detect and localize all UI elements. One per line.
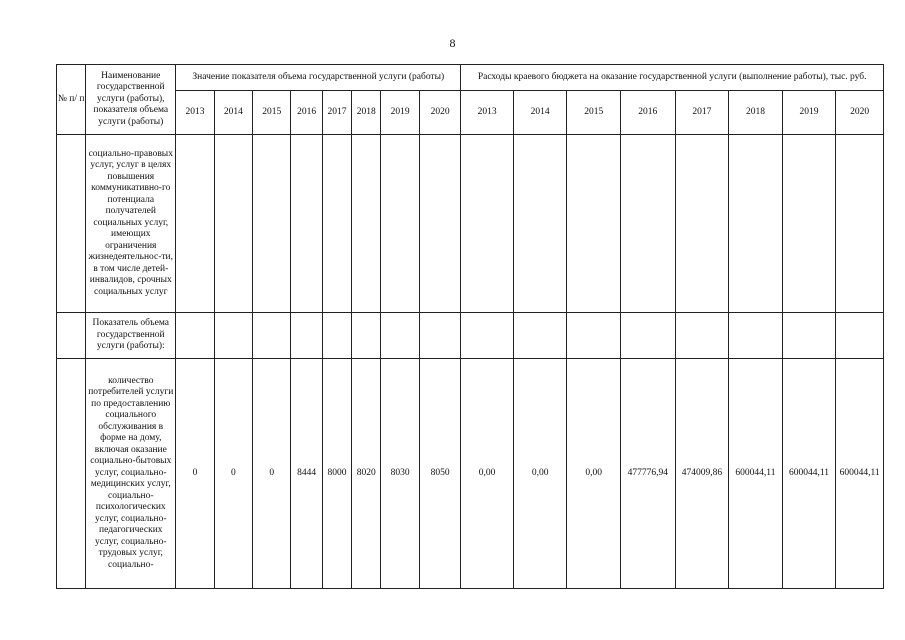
- row-name: социально-правовых услуг, услуг в целях повышения коммуникативно-го потенциала получателей социальных услуг, имеющих ограничения жизнедеятельнос-ти, в том числе детей-инвалидов, срочных социальных услуг: [86, 135, 176, 313]
- budget-cell: 477776,94: [621, 359, 676, 589]
- volume-cell: [214, 135, 252, 313]
- volume-cell: [253, 313, 291, 359]
- volume-cell: 0: [176, 359, 214, 589]
- budget-cell: 474009,86: [675, 359, 729, 589]
- header-volume-year: 2017: [322, 91, 351, 135]
- budget-cell: [621, 135, 676, 313]
- volume-cell: [291, 135, 322, 313]
- header-budget-group: Расходы краевого бюджета на оказание государственной услуги (выполнение работы), тыс. руб.: [461, 65, 884, 91]
- header-volume-year: 2015: [253, 91, 291, 135]
- header-volume-year: 2014: [214, 91, 252, 135]
- budget-cell: 600044,11: [729, 359, 783, 589]
- volume-cell: [381, 135, 419, 313]
- volume-cell: [253, 135, 291, 313]
- budget-cell: 0,00: [461, 359, 514, 589]
- budget-cell: [461, 135, 514, 313]
- header-budget-year: 2016: [621, 91, 676, 135]
- row-number: [57, 359, 86, 589]
- budget-table: [56, 64, 884, 589]
- volume-cell: 8020: [352, 359, 381, 589]
- volume-cell: [419, 135, 461, 313]
- header-number: № п/ п: [57, 65, 86, 135]
- header-budget-year: 2015: [567, 91, 621, 135]
- volume-cell: [381, 313, 419, 359]
- budget-cell: 600044,11: [836, 359, 884, 589]
- volume-cell: [176, 135, 214, 313]
- page-number: 8: [449, 36, 456, 50]
- volume-cell: 8030: [381, 359, 419, 589]
- table-row: [57, 359, 884, 589]
- volume-cell: [352, 313, 381, 359]
- header-volume-year: 2016: [291, 91, 322, 135]
- row-name: Показатель объема государственной услуги (работы):: [86, 313, 176, 359]
- budget-cell: [729, 313, 783, 359]
- budget-cell: [836, 313, 884, 359]
- header-budget-year: 2018: [729, 91, 783, 135]
- budget-cell: [513, 313, 567, 359]
- header-volume-year: 2013: [176, 91, 214, 135]
- volume-cell: [291, 313, 322, 359]
- budget-cell: 0,00: [513, 359, 567, 589]
- header-budget-year: 2013: [461, 91, 514, 135]
- volume-cell: [352, 135, 381, 313]
- volume-cell: 8444: [291, 359, 322, 589]
- header-budget-year: 2017: [675, 91, 729, 135]
- table-row: [57, 135, 884, 313]
- volume-cell: [322, 313, 351, 359]
- budget-cell: [567, 135, 621, 313]
- row-name: количество потребителей услуги по предоставлению социального обслуживания в форме на дому, включая оказание социально-бытовых услуг, социально-медицинских услуг, социально-психологических услуг, социально-педагогических услуг, социально-трудовых услуг, социально-: [86, 359, 176, 589]
- budget-cell: [675, 313, 729, 359]
- volume-cell: 8000: [322, 359, 351, 589]
- row-number: [57, 135, 86, 313]
- header-volume-year: 2019: [381, 91, 419, 135]
- row-number: [57, 313, 86, 359]
- budget-cell: [782, 135, 836, 313]
- volume-cell: 0: [253, 359, 291, 589]
- budget-cell: [621, 313, 676, 359]
- header-budget-year: 2014: [513, 91, 567, 135]
- budget-cell: [513, 135, 567, 313]
- header-volume-year: 2020: [419, 91, 461, 135]
- budget-cell: [729, 135, 783, 313]
- volume-cell: 8050: [419, 359, 461, 589]
- header-budget-year: 2019: [782, 91, 836, 135]
- header-name: Наименование государственной услуги (работы), показателя объема услуги (работы): [86, 65, 176, 135]
- budget-cell: 0,00: [567, 359, 621, 589]
- volume-cell: [322, 135, 351, 313]
- header-volume-year: 2018: [352, 91, 381, 135]
- budget-cell: [675, 135, 729, 313]
- budget-cell: [836, 135, 884, 313]
- header-volume-group: Значение показателя объема государственной услуги (работы): [176, 65, 461, 91]
- table-row: [57, 313, 884, 359]
- budget-cell: 600044,11: [782, 359, 836, 589]
- budget-cell: [461, 313, 514, 359]
- budget-cell: [782, 313, 836, 359]
- volume-cell: [214, 313, 252, 359]
- volume-cell: [176, 313, 214, 359]
- budget-cell: [567, 313, 621, 359]
- volume-cell: [419, 313, 461, 359]
- header-budget-year: 2020: [836, 91, 884, 135]
- volume-cell: 0: [214, 359, 252, 589]
